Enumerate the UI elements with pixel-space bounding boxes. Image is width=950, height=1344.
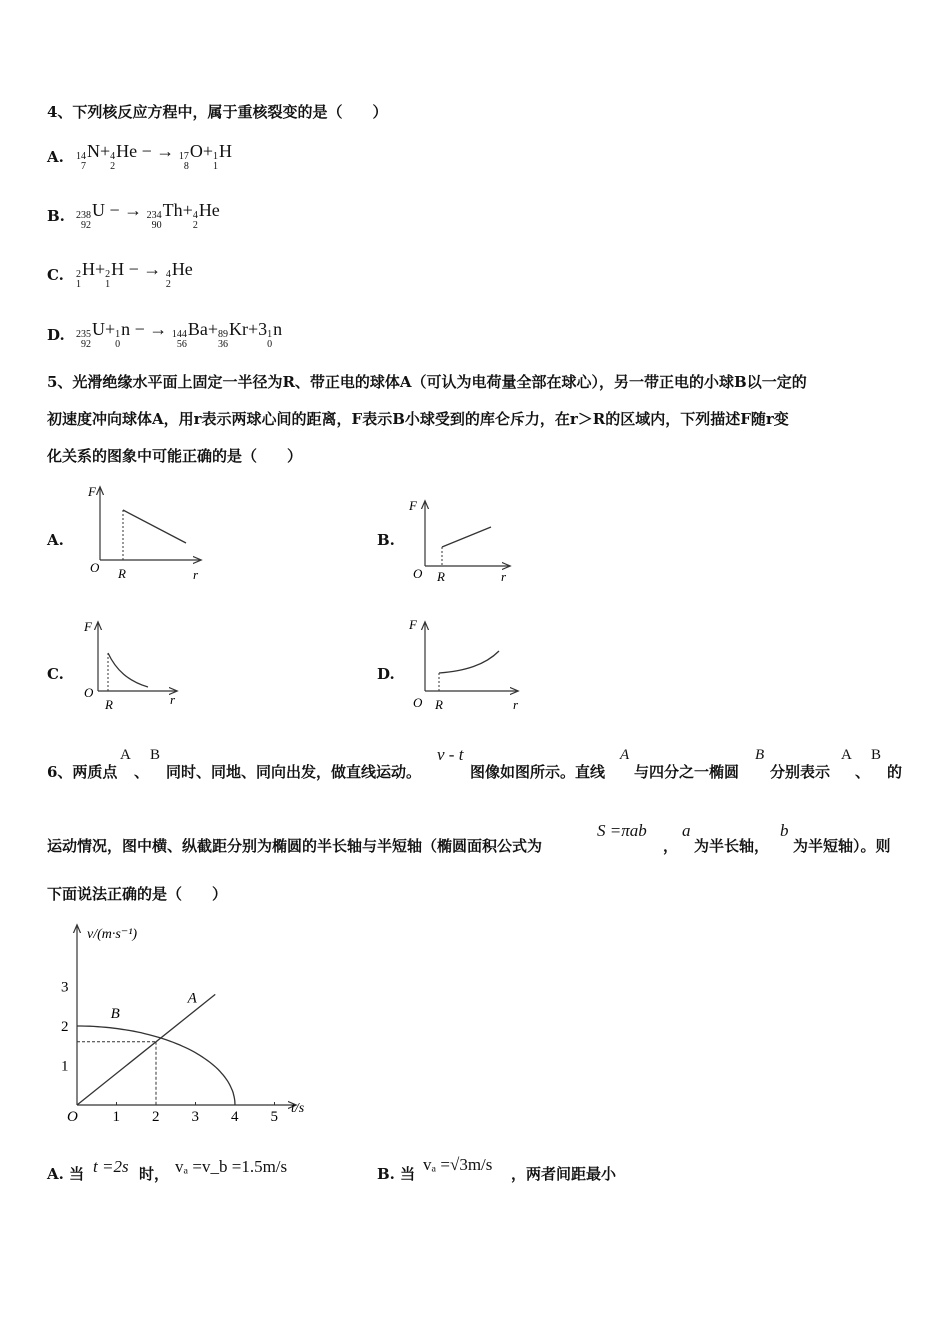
q5-option-a-label: A. xyxy=(47,531,64,549)
nuclide: 234 90 Th xyxy=(146,200,183,231)
y-tick-label: 1 xyxy=(61,1058,69,1075)
q5-graph-c xyxy=(80,615,185,715)
equation-operator: + xyxy=(95,259,106,279)
q4-option-equation xyxy=(76,256,193,288)
q6-option-a-mid: 时， xyxy=(139,1165,170,1183)
series-b-label: B xyxy=(110,1006,120,1023)
q6-l1-a-var: A xyxy=(120,747,131,763)
q6-l1-a2: A xyxy=(841,747,852,763)
r-mark-label: R xyxy=(435,697,443,712)
q6-l2-comma: ， xyxy=(663,837,679,855)
q6-l2-semiminor: 为半短轴）。则 xyxy=(793,837,891,855)
q4-option-equation xyxy=(76,316,282,348)
r-mark-label: R xyxy=(118,566,126,581)
q6-l2-text: 运动情况，图中横、纵截距分别为椭圆的半长轴与半短轴（椭圆面积公式为 xyxy=(47,837,543,855)
q6-l2-a-var: a xyxy=(682,821,691,840)
r-mark-label: R xyxy=(105,697,113,712)
nuclide: 2 1 H xyxy=(76,259,95,290)
q6-l2-b-var: b xyxy=(780,821,789,840)
q6-l1-ellipse-b: B xyxy=(755,747,765,763)
equation-operator: − → xyxy=(137,141,179,161)
q6-l1-b-var: B xyxy=(150,747,161,763)
q6-l1-represent: 分别表示 xyxy=(770,763,831,781)
q4-option-label: A. xyxy=(47,148,64,166)
r-mark-label: R xyxy=(437,569,445,584)
q6-l1-sep2: 、 xyxy=(855,763,871,781)
q5-option-d-label: D. xyxy=(377,665,395,683)
origin-label: O xyxy=(413,695,423,710)
nuclide: 1 0 n xyxy=(267,319,283,350)
nuclide: 4 2 He xyxy=(110,141,138,172)
q6-l1-b2: B xyxy=(871,747,882,763)
q4-option-equation xyxy=(76,197,220,229)
nuclide: 89 36 Kr xyxy=(217,319,248,350)
f-curve xyxy=(442,527,491,547)
q5-line1: 5、光滑绝缘水平面上固定一半径为R、带正电的球体A（可认为电荷量全部在球心），另一带正电的小球B以一定的 xyxy=(47,373,807,391)
origin-label: O xyxy=(67,1109,78,1123)
f-curve xyxy=(108,653,148,687)
f-axis-label: F xyxy=(409,617,417,632)
q4-stem: 4、下列核反应方程中，属于重核裂变的是（ ） xyxy=(47,103,388,121)
r-axis-label: r xyxy=(513,697,519,712)
q4-option-label: D. xyxy=(47,326,65,344)
q6-option-b-tail: ，两者间距最小 xyxy=(511,1165,617,1183)
q4-option-label: C. xyxy=(47,266,64,284)
f-axis-label: F xyxy=(409,498,417,513)
q5-line3: 化关系的图象中可能正确的是（ ） xyxy=(47,447,303,465)
f-curve xyxy=(439,651,499,673)
equation-operator: + xyxy=(100,141,111,161)
q6-option-a-label: A. 当 xyxy=(47,1165,85,1183)
nuclide: 238 92 U xyxy=(76,200,105,231)
q6-l1-a: 6、两质点 xyxy=(47,763,118,781)
q6-l3: 下面说法正确的是（ ） xyxy=(47,885,228,903)
x-tick-label: 5 xyxy=(270,1109,278,1123)
q6-l2-semimajor: 为半长轴， xyxy=(694,837,770,855)
x-tick-label: 1 xyxy=(112,1109,120,1123)
q6-l1-vt: v - t xyxy=(437,745,464,764)
q6-option-a-velocity: vₐ =v_b =1.5m/s xyxy=(175,1157,288,1176)
q6-option-b-label: B. 当 xyxy=(377,1165,416,1183)
equation-operator: +3 xyxy=(247,319,268,339)
q6-vt-chart xyxy=(55,918,325,1123)
q6-l1-ellipse-text: 与四分之一椭圆 xyxy=(634,763,740,781)
nuclide: 1 1 H xyxy=(212,141,232,172)
y-tick-label: 3 xyxy=(61,979,69,996)
q4-option-label: B. xyxy=(47,207,65,225)
q6-l1-mid: 同时、同地、同向出发，做直线运动。 xyxy=(166,763,422,781)
q6-l2-area-formula: S =πab xyxy=(597,821,647,840)
x-tick-label: 2 xyxy=(152,1109,160,1123)
q6-l1-end: 的 xyxy=(887,763,903,781)
equation-operator: + xyxy=(202,141,213,161)
nuclide: 17 8 O xyxy=(178,141,203,172)
nuclide: 1 0 n xyxy=(115,319,131,350)
r-axis-label: r xyxy=(501,569,507,584)
q5-graph-d xyxy=(405,615,525,715)
q4-option-equation xyxy=(76,138,232,170)
origin-label: O xyxy=(413,566,423,581)
y-tick-label: 2 xyxy=(61,1019,69,1035)
nuclide: 2 1 H xyxy=(105,259,125,290)
q5-option-b-label: B. xyxy=(377,531,395,549)
equation-operator: − → xyxy=(130,319,172,339)
q5-graph-b xyxy=(405,492,515,587)
nuclide: 4 2 He xyxy=(192,200,220,231)
x-tick-label: 4 xyxy=(231,1109,239,1123)
series-a-line xyxy=(77,994,215,1105)
r-axis-label: r xyxy=(170,692,176,707)
q6-option-a-time: t =2s xyxy=(93,1157,129,1176)
equation-operator: + xyxy=(207,319,218,339)
q6-l1-sep: 、 xyxy=(134,763,150,781)
nuclide: 144 56 Ba xyxy=(171,319,208,350)
nuclide: 235 92 U xyxy=(76,319,105,350)
origin-label: O xyxy=(90,560,100,575)
q6-option-b-velocity: vₐ =√3m/s xyxy=(423,1155,493,1174)
r-axis-label: r xyxy=(193,567,199,582)
t-axis-label: t/s xyxy=(291,1101,305,1116)
nuclide: 14 7 N xyxy=(76,141,100,172)
q6-l1-graph-text: 图像如图所示。直线 xyxy=(470,763,606,781)
f-axis-label: F xyxy=(84,619,92,634)
equation-operator: + xyxy=(105,319,116,339)
q5-option-c-label: C. xyxy=(47,665,64,683)
nuclide: 4 2 He xyxy=(165,259,193,290)
f-curve xyxy=(123,510,186,543)
x-tick-label: 3 xyxy=(191,1109,199,1123)
origin-label: O xyxy=(84,685,94,700)
v-axis-label: v/(m·s⁻¹) xyxy=(87,927,138,942)
equation-operator: − → xyxy=(105,200,147,220)
equation-operator: + xyxy=(182,200,193,220)
q5-line2: 初速度冲向球体A，用r表示两球心间的距离，F表示B小球受到的库仑斥力，在r＞R的区域内，下列描述F随r变 xyxy=(47,410,789,428)
q5-graph-a xyxy=(80,480,210,585)
q6-l1-line-a: A xyxy=(620,747,630,763)
series-a-label: A xyxy=(187,990,197,1007)
f-axis-label: F xyxy=(88,484,96,499)
equation-operator: − → xyxy=(124,259,166,279)
